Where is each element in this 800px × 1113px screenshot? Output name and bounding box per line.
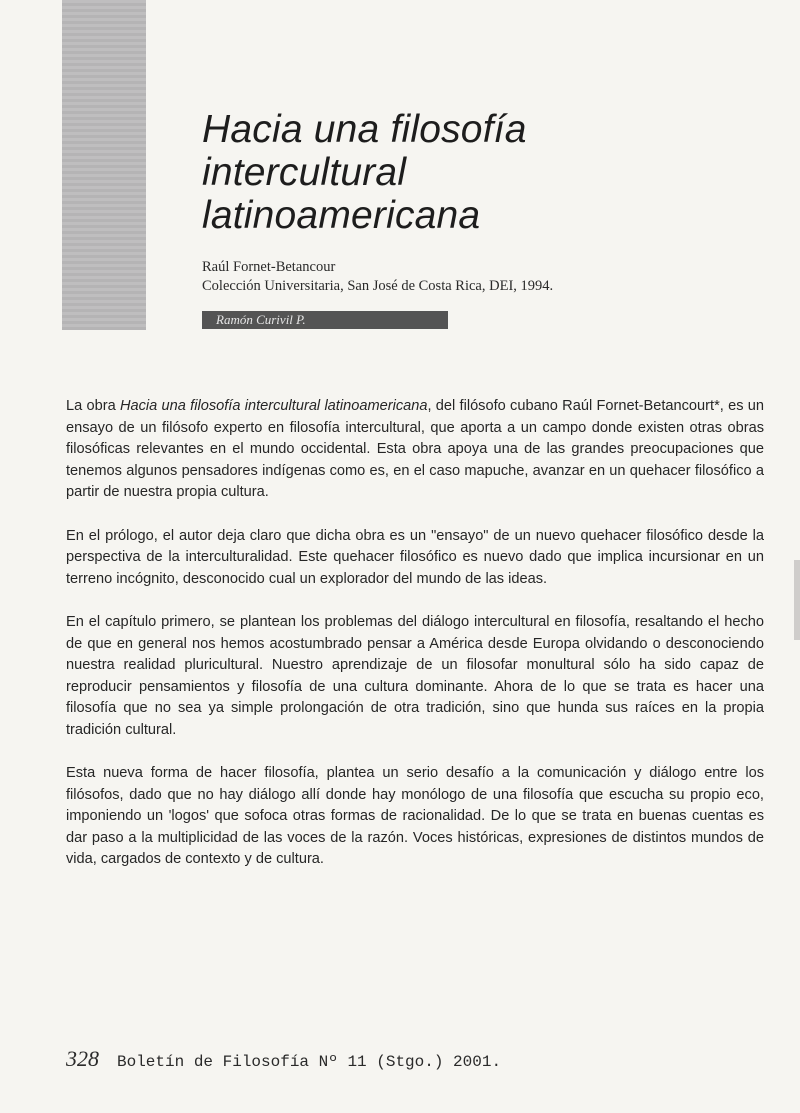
paragraph-2: En el prólogo, el autor deja claro que dicha obra es un "ensayo" de un nuevo quehacer filosófico desde la perspectiva de la interculturalidad. Este quehacer filosófico es nuevo dado que implica incursionar en un terreno incógnito, desconocido cual un explorador del mundo de las ideas.	[66, 527, 764, 587]
book-author: Raúl Fornet-Betancour	[202, 259, 336, 275]
journal-reference: Boletín de Filosofía Nº 11 (Stgo.) 2001.	[117, 1053, 502, 1071]
title-line-3: latinoamericana	[202, 194, 481, 237]
book-citation	[202, 258, 553, 296]
book-title-reference: Hacia una filosofía intercultural latinoamericana	[119, 398, 428, 414]
review-body	[66, 396, 764, 893]
book-publication: Colección Universitaria, San José de Costa Rica, DEI, 1994.	[202, 278, 554, 294]
title-line-1: Hacia una filosofía	[202, 108, 527, 151]
reviewer-name: Ramón Curivil P.	[216, 312, 306, 327]
paragraph-1-rest: , del filósofo cubano Raúl Fornet-Betancourt*, es un ensayo de un filósofo experto en filosofía intercultural, que aporta a un campo donde existen otras obras filosóficas relevantes en el mundo occidental. Esta obra apoya una de las grandes preocupaciones que tenemos algunos pensadores indígenas como es, en el caso mapuche, avanzar en un quehacer filosófico a partir de nuestra propia cultura.	[66, 398, 764, 501]
page-number: 328	[66, 1046, 99, 1071]
title-line-2: intercultural	[202, 151, 407, 194]
page-footer	[66, 1046, 501, 1072]
reviewer-bar	[202, 311, 448, 329]
paragraph-1	[66, 396, 764, 504]
paragraph-3: En el capítulo primero, se plantean los problemas del diálogo intercultural en filosofía, resaltando el hecho de que en general nos hemos acostumbrado pensar a América desde Europa olvidando o desconociendo nuestra realidad pluricultural. Nuestro aprendizaje de un filosofar monultural sólo ha sido capaz de reproducir pensamientos y filosofía de una cultura dominante. Ahora de lo que se trata es hacer una filosofía que no sea ya simple prolongación de otra tradición, sino que hunda sus raíces en la propia tradición cultural.	[66, 613, 764, 738]
paragraph-1-lead: La obra	[66, 398, 120, 414]
page-title	[202, 108, 527, 237]
paragraph-4: Esta nueva forma de hacer filosofía, plantea un serio desafío a la comunicación y diálogo entre los filósofos, dado que no hay diálogo allí donde hay monólogo de una filosofía que escucha su propio eco, imponiendo un 'logos' que sofoca otras formas de racionalidad. De lo que se trata en buenas cuentas es dar paso a la multiplicidad de las voces de la razón. Voces históricas, expresiones de distintos mundos de vida, cargados de contexto y de cultura.	[66, 765, 764, 868]
decorative-side-strip	[62, 0, 146, 330]
page-edge-mark	[794, 560, 800, 640]
